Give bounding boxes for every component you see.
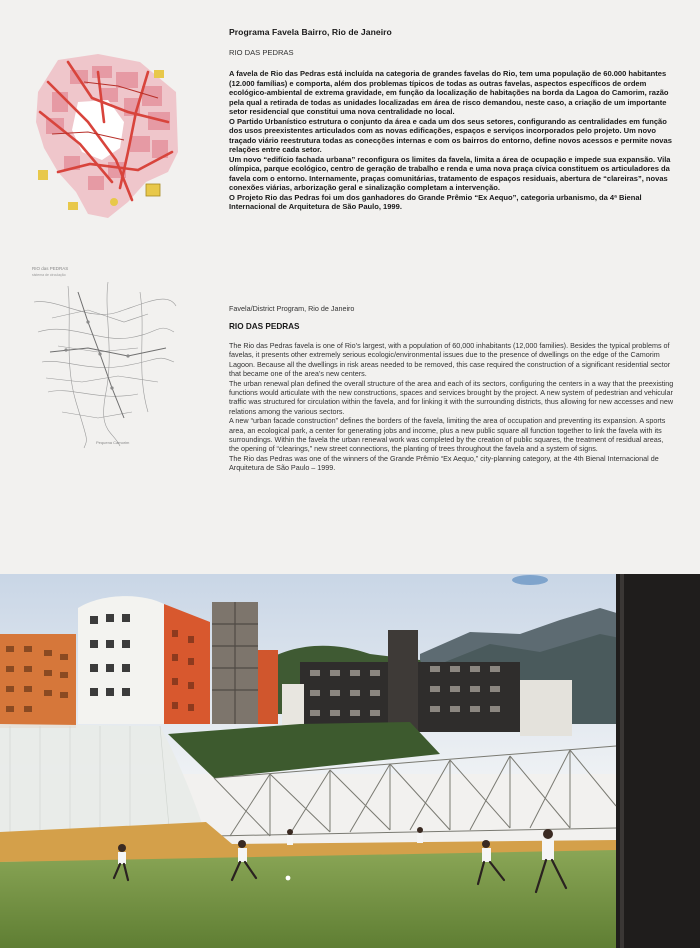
en-title: Favela/District Program, Rio de Janeiro [229,304,355,313]
sports-field-photo [0,574,700,948]
en-paragraph: The urban renewal plan defined the overall structure of the area and each of its sectors, configuring the centers in a way that the preexisting functions would articulate with the new constructions, spaces and services brought by the project. A new system of pedestrian and vehicular traffic was structured for circulation within the favela, and for linking it with the surrounding districts, thus allowing for new accesses and new relations among the various sectors. [229,378,674,416]
svg-text:Pequena Camorim: Pequena Camorim [96,440,130,445]
en-subtitle: RIO DAS PEDRAS [229,322,300,331]
en-body [229,341,674,473]
pt-paragraph: O Partido Urbanístico estrutura o conjunto da área e cada um dos seus setores, configurando as centralidades em função dos usos preexistentes articulados com as novas edificações, espaços e serviços incorporados pelo projeto. Um novo traçado viário reestrutura todas as conecções internas e com os bairros do entorno, define novos acessos e permite novas relações entre cada setor. [229,116,672,154]
pt-paragraph: O Projeto Rio das Pedras foi um dos ganhadores do Grande Prêmio “Ex Aequo”, categoria urbanismo, da 4ª Bienal Internacional de Arquitetura de São Paulo, 1999. [229,192,642,211]
color-site-plan-image [28,52,178,220]
en-paragraph: The Rio das Pedras favela is one of Rio’s largest, with a population of 60,000 inhabitants (12,000 families). Besides the typical problems of favelas, it presents other extremely serious ecologic/environmental issues due to the presence of dwellings on the edge of the Camorim Lagoon. Because all the dwellings in risk areas needed to be removed, this case required the construction of a significant residential sector that became one of the area’s new centers. [229,341,671,379]
pt-body [229,69,674,212]
pt-subtitle: RIO DAS PEDRAS [229,48,294,57]
pt-paragraph: Um novo “edifício fachada urbana” reconfigura os limites da favela, limita a área de ocupação e impede sua expansão. Vila olímpica, parque ecológico, centro de geração de trabalho e renda e uma nova praça cívica constituem os articuladores da favela com o entorno. Internamente, praças comunitárias, tratamento de espaços residuais, abertura de “clareiras”, novas conexões viárias, arborização geral e sinalização completam a intervenção. [229,154,671,192]
svg-text:RIO das PEDRAS: RIO das PEDRAS [32,266,69,271]
en-paragraph: The Rio das Pedras was one of the winners of the Grande Prêmio “Ex Aequo,” city-planning category, at the 4th Bienal Internacional de Arquitetura de São Paulo – 1999. [229,453,659,473]
en-paragraph: A new “urban facade construction” defines the borders of the favela, limiting the area of occupation and preventing its expansion. A sports area, an ecological park, a center for generating jobs and income, plus a new public square all function together to link the favela with its surroundings. Within the favela the urban renewal work was completed by the creation of public squares, the treatment of residual areas, the opening of “clearings,” new street connections, the planting of trees throughout the favela and a system of signs. [229,416,666,454]
pt-title: Programa Favela Bairro, Rio de Janeiro [229,27,392,37]
svg-text:sistema de circulação: sistema de circulação [32,273,66,277]
sketch-plan-image [28,262,178,450]
pt-paragraph: A favela de Rio das Pedras está incluída na categoria de grandes favelas do Rio, tem uma população de 60.000 habitantes (12.000 famílias) e comporta, além dos problemas típicos de todas as outras favelas, aspectos específicos de ordem ecológico-ambiental de extrema gravidade, em função da localização de habitações na borda da Lagoa do Camorim, razão pela qual a retirada de todas as unidades localizadas em área de risco demandou, neste caso, a criação de um importante setor residencial que constitui uma nova centralidade no local. [229,69,669,116]
